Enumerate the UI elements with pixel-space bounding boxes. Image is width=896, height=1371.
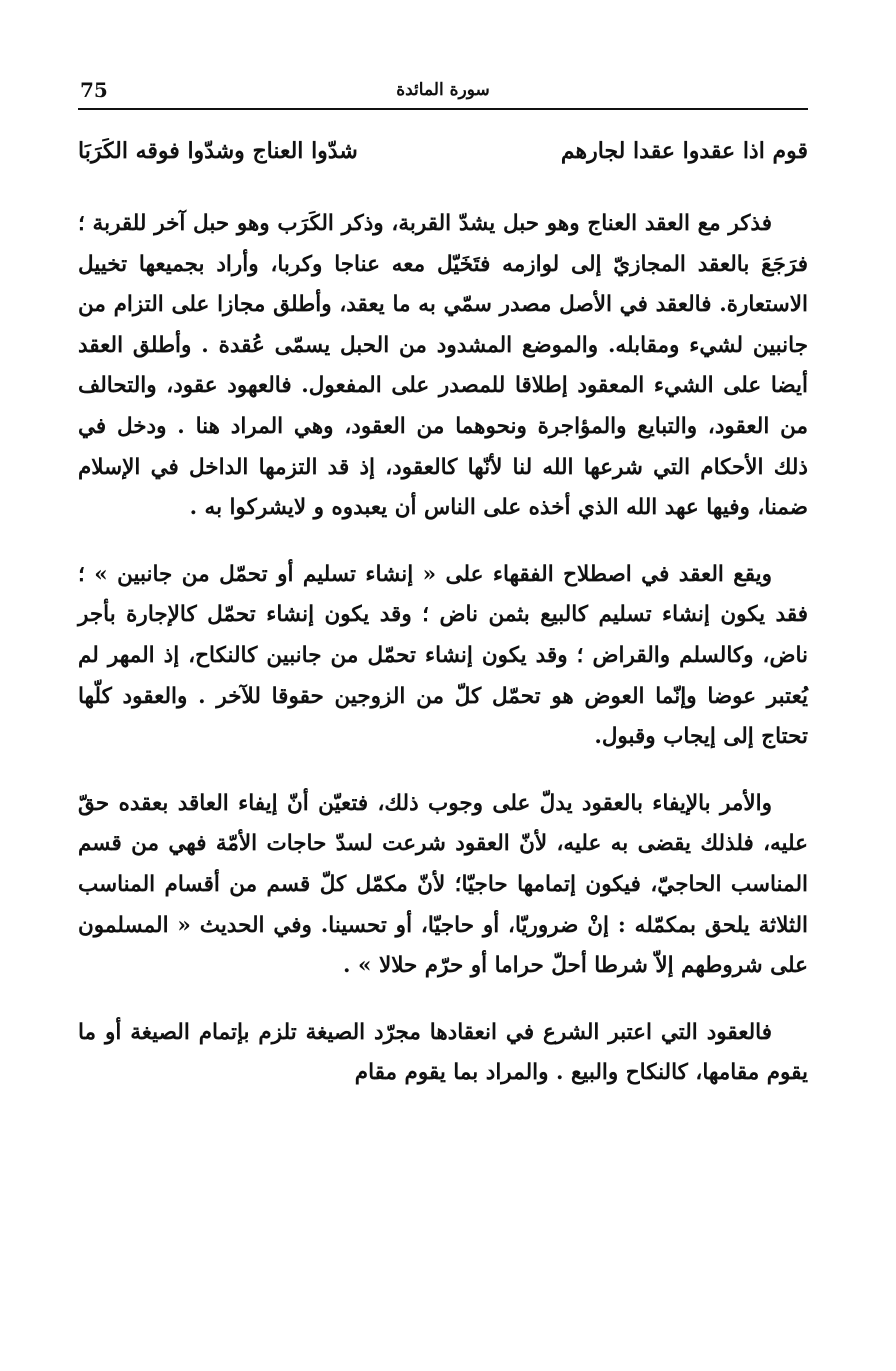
paragraph-4: فالعقود التي اعتبر الشرع في انعقادها مجرّد الصيغة تلزم بإتمام الصيغة أو ما يقوم مقامها، كالنكاح والبيع . والمراد بما يقوم مقام [78, 1019, 808, 1086]
page-header [78, 78, 808, 110]
paragraph-1: فذكر مع العقد العناج وهو حبل يشدّ القربة، وذكر الكَرَب وهو حبل آخر للقربة ؛ فرَجَعَ بالعقد المجازيّ إلى لوازمه فتَخَيّل معه عناجا وكربا، وأراد بجميعها تخييل الاستعارة. فالعقد في الأصل مصدر سمّي به ما يعقد، وأطلق مجازا على التزام من جانبين لشيء ومقابله. والموضع المشدود من الحبل يسمّى عُقدة . وأطلق العقد أيضا على الشيء المعقود إطلاقا للمصدر على المفعول. فالعهود عقود، والتحالف من العقود، والتبايع والمؤاجرة ونحوهما من العقود، وهي المراد هنا . ودخل في ذلك الأحكام التي شرعها الله لنا لأنّها كالعقود، إذ قد التزمها الداخل في الإسلام ضمنا، وفيها عهد الله الذي أخذه على الناس أن يعبدوه و لايشركوا به . [78, 211, 808, 521]
poetry-verse [78, 138, 808, 174]
body-text [78, 204, 808, 1094]
verse-first-hemistich: قوم اذا عقدوا عقدا لجارهم [560, 138, 808, 164]
paragraph-2: ويقع العقد في اصطلاح الفقهاء على « إنشاء تسليم أو تحمّل من جانبين » ؛ فقد يكون إنشاء تسليم كالبيع بثمن ناض ؛ وقد يكون إنشاء تحمّل كالإجارة بأجر ناض، وكالسلم والقراض ؛ وقد يكون إنشاء تحمّل من جانبين كالنكاح، إذ المهر لم يُعتبر عوضا وإنّما العوض هو تحمّل كلّ من الزوجين حقوقا للآخر . والعقود كلّها تحتاج إلى إيجاب وقبول. [78, 561, 808, 750]
paragraph-3: والأمر بالإيفاء بالعقود يدلّ على وجوب ذلك، فتعيّن أنّ إيفاء العاقد بعقده حقّ عليه، فلذلك يقضى به عليه، لأنّ العقود شرعت لسدّ حاجات الأمّة فهي من قسم المناسب الحاجيّ، فيكون إتمامها حاجيّا؛ لأنّ مكمّل كلّ قسم من أقسام المناسب الثلاثة يلحق بمكمّله : إنْ ضروريّا، أو حاجيّا، أو تحسينا. وفي الحديث « المسلمون على شروطهم إلاّ شرطا أحلّ حراما أو حرّم حلالا » . [78, 790, 808, 979]
page-number: 75 [80, 78, 108, 102]
verse-second-hemistich: شدّوا العناج وشدّوا فوقه الكَرَبَا [78, 138, 358, 164]
running-title: سورة المائدة [396, 80, 490, 100]
